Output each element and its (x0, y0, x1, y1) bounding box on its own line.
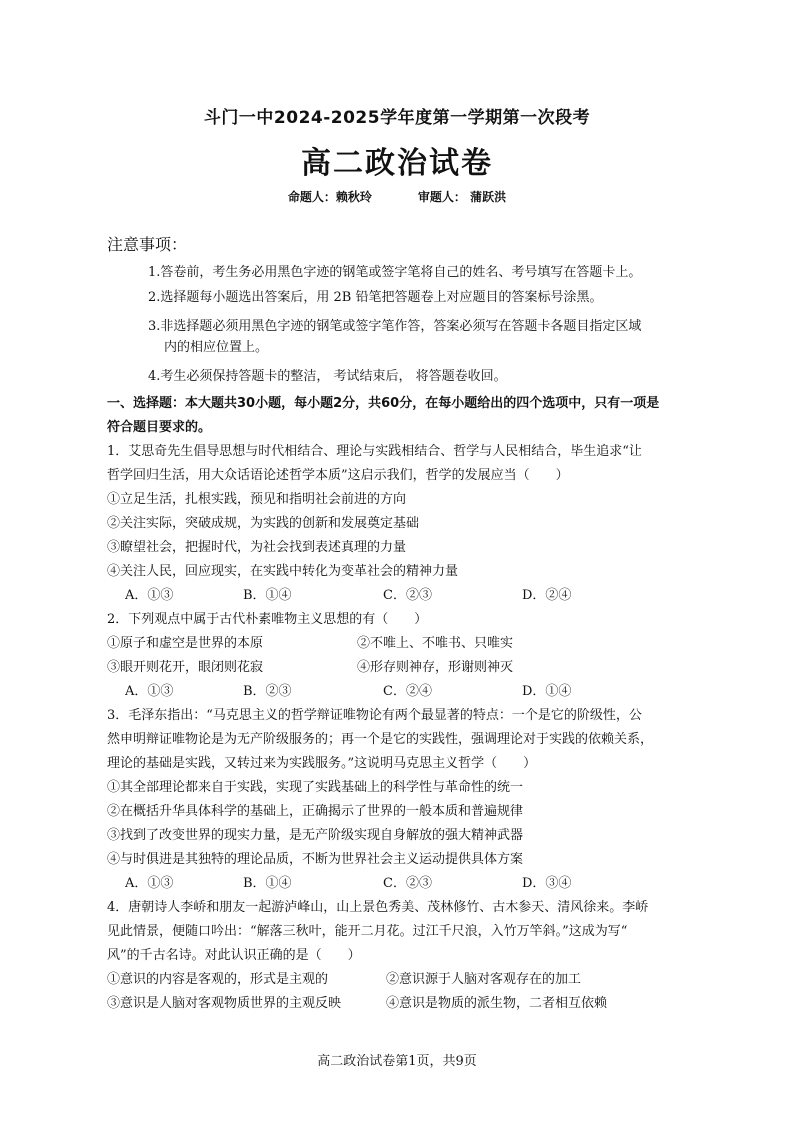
question-3-statement: ①其全部理论都来自于实践，实现了实践基础上的科学性与革命性的统一 (107, 780, 524, 795)
question-2-statement: ②不唯上、不唯书、只唯实 (357, 636, 514, 651)
notice-item-continued: 内的相应位置上。 (164, 340, 269, 355)
question-1-option-a: A．①③ (125, 588, 174, 603)
question-4-statement: ②意识源于人脑对客观存在的加工 (386, 972, 582, 987)
notice-item: 1.答卷前，考生务必用黑色字迹的钢笔或签字笔将自己的姓名、考号填写在答题卡上。 (148, 265, 642, 280)
question-3-option-b: B．①④ (243, 876, 292, 891)
question-2-stem: 2．下列观点中属于古代朴素唯物主义思想的有（ ） (107, 612, 428, 627)
authors-line (0, 188, 794, 205)
question-3-option-a: A．①③ (125, 876, 174, 891)
question-3-stem: 理论的基础是实践，又转过来为实践服务。”这说明马克思主义哲学（ ） (107, 756, 537, 771)
question-1-statement: ③瞭望社会，把握时代，为社会找到表述真理的力量 (107, 540, 407, 555)
question-3-option-d: D．③④ (522, 876, 572, 891)
question-1-statement: ②关注实际，突破成规，为实践的创新和发展奠定基础 (107, 516, 420, 531)
question-1-statement: ④关注人民，回应现实，在实践中转化为变革社会的精神力量 (107, 564, 459, 579)
exam-title: 高二政治试卷 (301, 146, 493, 181)
page-footer: 高二政治试卷第1页，共9页 (317, 1054, 477, 1069)
question-1-stem: 1．艾思奇先生倡导思想与时代相结合、理论与实践相结合、哲学与人民相结合，毕生追求“让 (107, 444, 642, 459)
notice-item: 4.考生必须保持答题卡的整洁， 考试结束后， 将答题卷收回。 (148, 369, 507, 384)
question-2-statement: ①原子和虚空是世界的本原 (107, 636, 264, 651)
question-1-stem: 哲学回归生活，用大众话语论述哲学本质”这启示我们，哲学的发展应当（ ） (107, 468, 569, 483)
question-3-stem: 然申明辩证唯物论是为无产阶级服务的；再一个是它的实践性，强调理论对于实践的依赖关系， (107, 732, 654, 747)
question-3-statement: ②在概括升华具体科学的基础上，正确揭示了世界的一般本质和普遍规律 (107, 804, 524, 819)
question-2-option-d: D．①④ (522, 684, 572, 699)
question-1-statement: ①立足生活，扎根实践，预见和指明社会前进的方向 (107, 492, 407, 507)
notice-heading: 注意事项： (107, 235, 188, 254)
question-3-statement: ③找到了改变世界的现实力量，是无产阶级实现自身解放的强大精神武器 (107, 828, 524, 843)
question-2-option-b: B．②③ (243, 684, 292, 699)
question-2-option-c: C．②④ (383, 684, 432, 699)
question-3-statement: ④与时俱进是其独特的理论品质，不断为世界社会主义运动提供具体方案 (107, 852, 524, 867)
section-heading-continued: 符合题目要求的。 (107, 420, 212, 435)
question-4-statement: ③意识是人脑对客观物质世界的主观反映 (107, 996, 342, 1011)
question-2-option-a: A．①③ (125, 684, 174, 699)
notice-item: 3.非选择题必须用黑色字迹的钢笔或签字笔作答，答案必须写在答题卡各题目指定区域 (148, 319, 642, 334)
question-4-statement: ①意识的内容是客观的，形式是主观的 (107, 972, 329, 987)
reviewer-label: 审题人： 蒲跃洪 (417, 190, 507, 204)
question-3-option-c: C．②③ (383, 876, 432, 891)
question-4-stem: 见此情景，便随口吟出：“解落三秋叶，能开二月花。过江千尺浪，入竹万竿斜。”这成为写“ (107, 924, 628, 939)
setter-label: 命题人：赖秋玲 (287, 190, 372, 204)
question-2-statement: ③眼开则花开，眼闭则花寂 (107, 660, 264, 675)
question-2-statement: ④形存则神存，形谢则神灭 (357, 660, 514, 675)
question-1-option-c: C．②③ (383, 588, 432, 603)
question-1-option-d: D．②④ (522, 588, 572, 603)
section-heading: 一、选择题：本大题共30小题，每小题2分，共60分，在每小题给出的四个选项中，只有一项是 (107, 396, 660, 411)
question-1-option-b: B．①④ (243, 588, 292, 603)
question-3-stem: 3．毛泽东指出：“马克思主义的哲学辩证唯物论有两个最显著的特点：一个是它的阶级性，公 (107, 708, 642, 723)
question-4-statement: ④意识是物质的派生物，二者相互依赖 (386, 996, 608, 1011)
question-4-stem: 4．唐朝诗人李峤和朋友一起游泸峰山，山上景色秀美、茂林修竹、古木参天、清风徐来。李峤 (107, 900, 649, 915)
question-4-stem: 风”的千古名诗。对此认识正确的是（ ） (107, 948, 361, 963)
notice-item: 2.选择题每小题选出答案后，用 2B 铅笔把答题卷上对应题目的答案标号涂黑。 (148, 290, 603, 305)
school-exam-line: 斗门一中2024-2025学年度第一学期第一次段考 (203, 108, 591, 128)
